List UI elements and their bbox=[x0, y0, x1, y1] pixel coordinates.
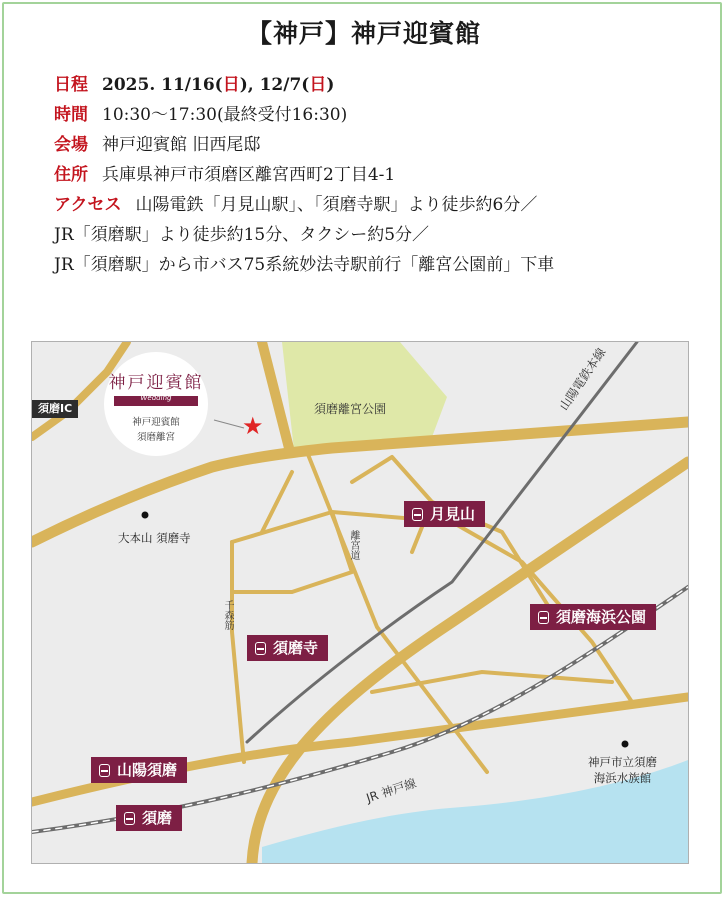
road-senmori bbox=[232, 542, 244, 762]
aquarium-line-1: 神戸市立須磨 bbox=[588, 755, 657, 769]
station-label: 山陽須磨 bbox=[117, 761, 178, 779]
park-label: 須磨離宮公園 bbox=[314, 402, 387, 416]
venue-value: 神戸迎賓館 旧西尾邸 bbox=[102, 135, 261, 155]
sanyo-rail-label: 山陽電鉄本線 bbox=[556, 345, 609, 413]
schedule-day-2: 日 bbox=[309, 75, 327, 95]
train-icon bbox=[99, 764, 110, 777]
access-line-1: 山陽電鉄「月見山駅」、「須磨寺駅」より徒歩約6分／ bbox=[135, 195, 538, 215]
page-title: 【神戸】神戸迎賓館 bbox=[246, 19, 481, 48]
station-suma bbox=[116, 805, 182, 831]
time-value: 10:30〜17:30(最終受付16:30) bbox=[102, 105, 348, 125]
station-label: 須磨 bbox=[142, 809, 173, 827]
logo-name: 神戸迎賓館 bbox=[108, 373, 204, 393]
jr-rail-label: JR 神戸線 bbox=[364, 775, 419, 806]
temple-dot bbox=[142, 512, 149, 519]
address-value: 兵庫県神戸市須磨区離宮西町2丁目4-1 bbox=[102, 165, 396, 185]
train-icon bbox=[255, 642, 266, 655]
suma-ic-badge: 須磨IC bbox=[32, 400, 78, 418]
schedule-value bbox=[102, 75, 334, 95]
station-label: 須磨寺 bbox=[273, 639, 319, 657]
station-label: 月見山 bbox=[430, 505, 476, 523]
road-minor-7 bbox=[372, 672, 612, 692]
temple-label: 大本山 須磨寺 bbox=[118, 531, 191, 545]
aquarium-line-2: 海浜水族館 bbox=[593, 771, 652, 785]
venue-row bbox=[54, 130, 704, 160]
station-tsukimiyama bbox=[404, 501, 485, 527]
access-line-3: JR「須磨駅」から市バス75系統妙法寺駅前行「離宮公園前」下車 bbox=[54, 255, 555, 275]
venue-logo bbox=[104, 352, 208, 456]
aquarium-label bbox=[588, 754, 657, 786]
park-area bbox=[282, 342, 447, 450]
access-map bbox=[31, 341, 689, 864]
station-suma-kaihin bbox=[530, 604, 656, 630]
road-coastal bbox=[32, 697, 688, 802]
event-info bbox=[54, 70, 704, 280]
schedule-row bbox=[54, 70, 704, 100]
logo-pointer bbox=[214, 420, 244, 428]
access-line-2: JR「須磨駅」より徒歩約15分、タクシー約5分／ bbox=[54, 225, 430, 245]
road-minor-5 bbox=[262, 472, 292, 532]
station-label: 須磨海浜公園 bbox=[556, 608, 647, 626]
access-row bbox=[54, 190, 704, 220]
address-row bbox=[54, 160, 704, 190]
aquarium-dot bbox=[622, 741, 629, 748]
schedule-day-1: 日 bbox=[222, 75, 240, 95]
schedule-part: ), 12/7( bbox=[239, 75, 310, 95]
rikyu-road-label: 離宮道 bbox=[348, 530, 359, 560]
time-row bbox=[54, 100, 704, 130]
train-icon bbox=[124, 812, 135, 825]
venue-marker-icon: ★ bbox=[242, 412, 264, 440]
schedule-label: 日程 bbox=[54, 75, 88, 95]
station-sumadera bbox=[247, 635, 328, 661]
address-label: 住所 bbox=[54, 165, 88, 185]
logo-wedding: Wedding bbox=[140, 394, 172, 402]
train-icon bbox=[412, 508, 423, 521]
schedule-part: ) bbox=[326, 75, 335, 95]
logo-sub-2: 須磨離宮 bbox=[136, 432, 175, 443]
access-label: アクセス bbox=[54, 195, 122, 215]
schedule-part: 2025. 11/16( bbox=[102, 75, 223, 95]
time-label: 時間 bbox=[54, 105, 88, 125]
station-sanyo-suma bbox=[91, 757, 187, 783]
venue-label: 会場 bbox=[54, 135, 88, 155]
train-icon bbox=[538, 611, 549, 624]
logo-sub-1: 神戸迎賓館 bbox=[132, 417, 180, 428]
senmori-road-label: 千森筋 bbox=[222, 600, 233, 630]
